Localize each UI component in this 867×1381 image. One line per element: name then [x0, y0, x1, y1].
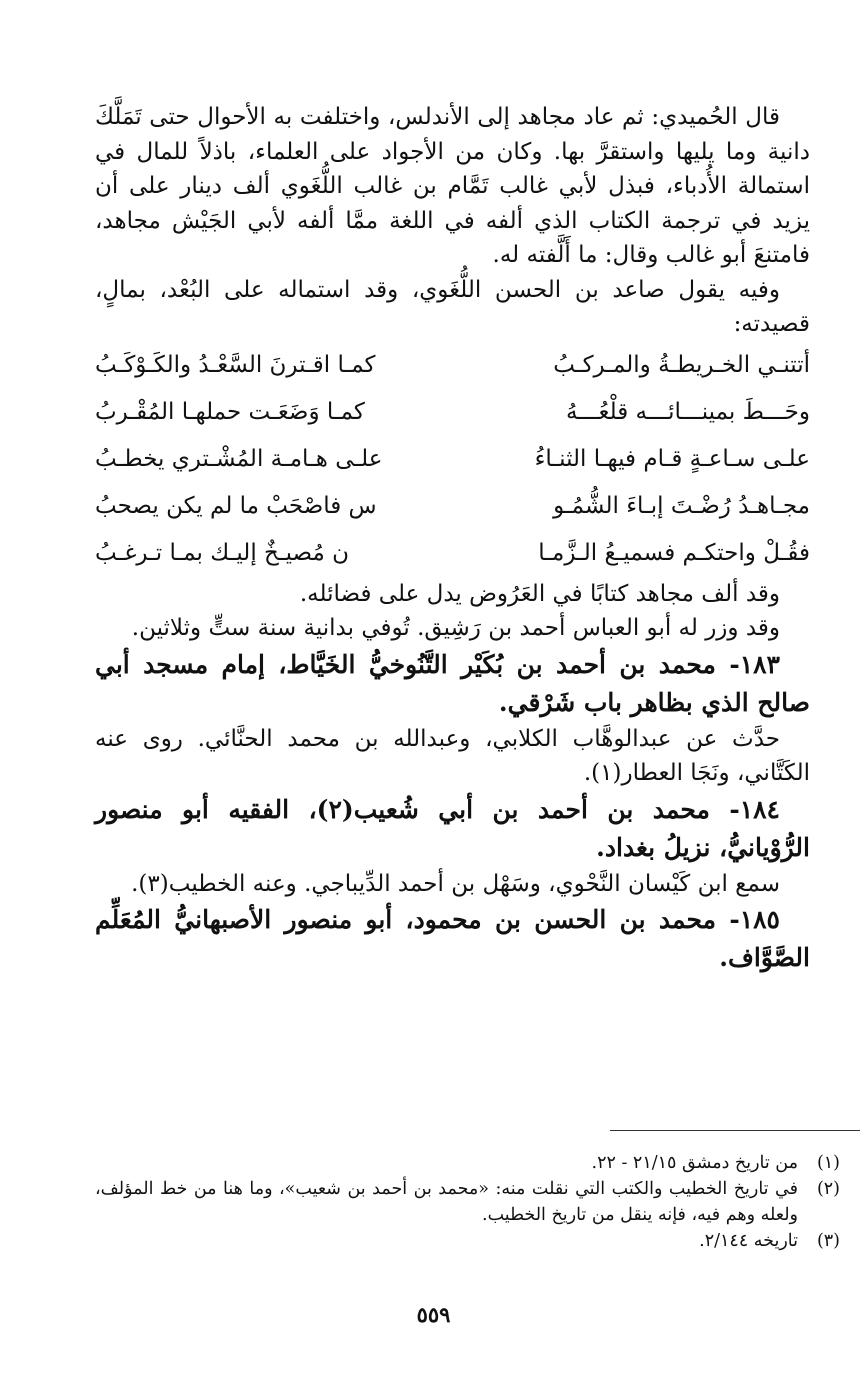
- footnotes: [95, 1150, 840, 1254]
- entry-heading-183: ١٨٣- محمد بن أحمد بن بُكَيْر التَّنُوخيُّ الخَيَّاط، إمام مسجد أبي صالح الذي بظاهر باب شَرْقي.: [95, 649, 810, 717]
- verse-hemistich-2: س فاصْحَبْ ما لم يكن يصحبُ: [95, 492, 377, 519]
- verse-hemistich-1: وحَـــطَ بمينـــائـــه قلْعُـــهُ: [566, 398, 810, 425]
- verse-hemistich-2: كمـا اقـترنَ السَّعْـدُ والكَـوْكَـبُ: [95, 351, 376, 378]
- paragraph-entry-183: حدَّث عن عبدالوهَّاب الكلابي، وعبدالله بن محمد الحنَّائي. روى عنه الكَتَّاني، ونَجَا العطار(١).: [95, 725, 810, 786]
- paragraph-humaydi: قال الحُميدي: ثم عاد مجاهد إلى الأندلس، واختلفت به الأحوال حتى تَمَلَّكَ دانية وما يليها واستقرَّ بها. وكان من الأجواد على العلماء، باذلاً للمال في استمالة الأُدباء، فبذل لأبي غالب تَمَّام بن غالب اللُّغَوي ألف دينار على أن يزيد في ترجمة الكتاب الذي ألفه في اللغة ممَّا ألفه لأبي الجَيْش مجاهد، فامتنعَ أبو غالب وقال: ما أَلَّفته له.: [95, 104, 810, 268]
- poem: [95, 342, 810, 577]
- verse-hemistich-1: علـى سـاعـةٍ قـام فيهـا الثنـاءُ: [534, 445, 810, 472]
- verse-hemistich-2: ن مُصيـخٌ إليـك بمـا تـرغـبُ: [95, 539, 350, 566]
- footnote: [95, 1176, 840, 1228]
- footnote-text: من تاريخ دمشق ٢١/١٥ - ٢٢.: [591, 1153, 798, 1173]
- entry-heading-184: ١٨٤- محمد بن أحمد بن أبي شُعيب(٢)، الفقيه أبو منصور الرُّوْيانيُّ، نزيلُ بغداد.: [95, 794, 810, 862]
- page-number: ٥٥٩: [416, 1302, 451, 1327]
- footnote-separator: [610, 1130, 860, 1131]
- footnote-number: (٣): [816, 1231, 840, 1251]
- footnote: [95, 1150, 840, 1176]
- footnote: [95, 1228, 840, 1254]
- footnote-text: في تاريخ الخطيب والكتب التي نقلت منه: «محمد بن أحمد بن شعيب»، وما هنا من خط المؤلف، ولعله وهم فيه، فإنه ينقل من تاريخ الخطيب.: [95, 1179, 798, 1225]
- verse-line: [95, 530, 810, 577]
- paragraph-poem-intro: وفيه يقول صاعد بن الحسن اللُّغَوي، وقد استماله على البُعْد، بمالٍ، قصيدته:: [95, 276, 810, 337]
- verse-hemistich-1: فقُـلْ واحتكـم فسميـعُ الـزَّمـا: [538, 539, 810, 566]
- paragraph-entry-184: سمع ابن كَيْسان النَّحْوي، وسَهْل بن أحمد الدِّيباجي. وعنه الخطيب(٣).: [131, 870, 780, 897]
- verse-line: [95, 389, 810, 436]
- verse-hemistich-1: مجـاهـدُ رُضْـتَ إبـاءَ الشُّمُـو: [553, 492, 810, 519]
- verse-hemistich-1: أتتنـي الخـريطـةُ والمـركـبُ: [553, 351, 810, 378]
- footnote-number: (٢): [816, 1179, 840, 1199]
- verse-line: [95, 483, 810, 530]
- entry-heading-185: ١٨٥- محمد بن الحسن بن محمود، أبو منصور الأصبهانيُّ المُعَلِّم الصَّوَّاف.: [95, 905, 810, 972]
- footnote-text: تاريخه ٢/١٤٤.: [699, 1231, 798, 1251]
- verse-line: [95, 436, 810, 483]
- paragraph-arud: وقد ألف مجاهد كتابًا في العَرُوض يدل على فضائله.: [299, 580, 780, 607]
- footnote-number: (١): [816, 1153, 840, 1173]
- main-text: [95, 100, 810, 977]
- verse-hemistich-2: كمـا وَضَعَـت حملهـا المُقْـربُ: [95, 398, 365, 425]
- paragraph-vizier: وقد وزر له أبو العباس أحمد بن رَشِيق. تُوفي بدانية سنة ستٍّ وثلاثين.: [131, 615, 780, 641]
- verse-hemistich-2: علـى هـامـة المُشْـتري يخطـبُ: [95, 445, 383, 472]
- verse-line: [95, 342, 810, 389]
